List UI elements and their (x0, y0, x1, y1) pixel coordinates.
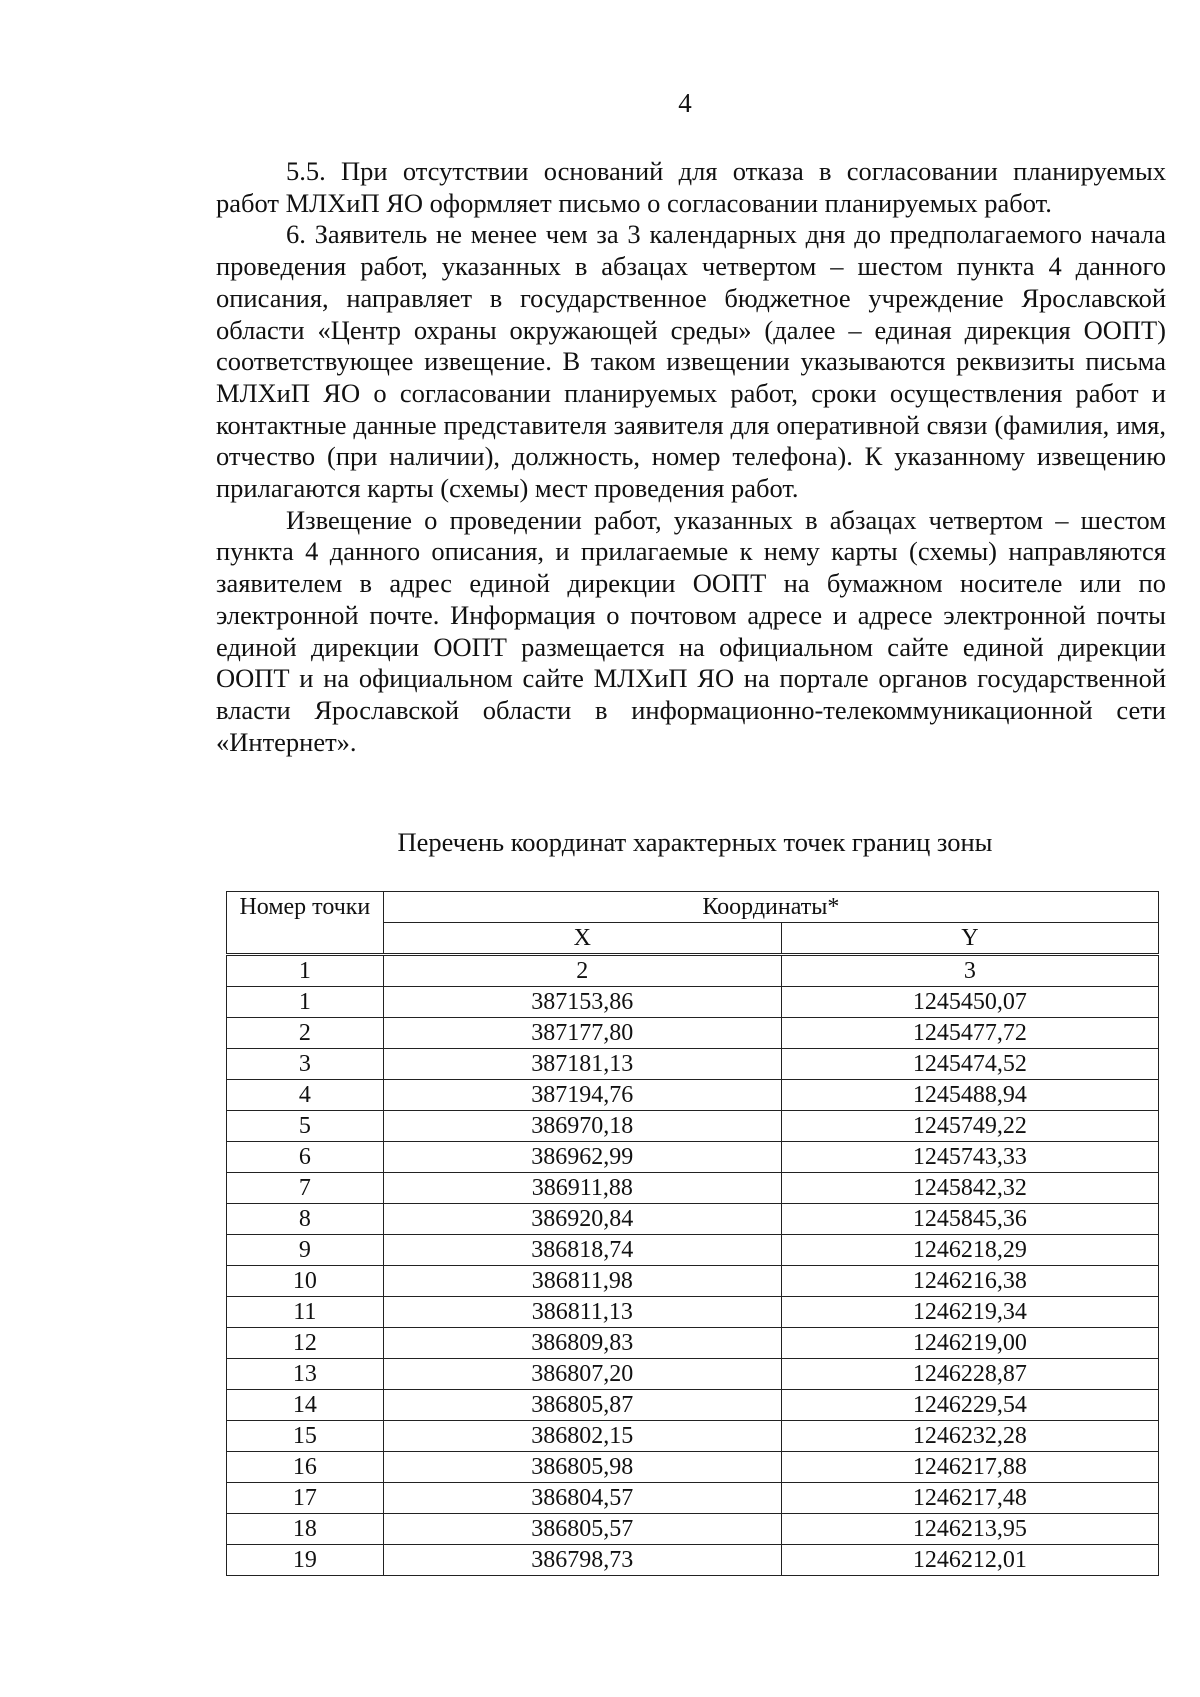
paragraph-5-5: 5.5. При отсутствии оснований для отказа в согласовании планируемых работ МЛХиП ЯО оформляет письмо о согласовании планируемых работ. (216, 156, 1166, 218)
table-row (227, 1204, 1159, 1235)
column-number: 2 (383, 955, 781, 987)
point-number-cell: 11 (227, 1297, 384, 1328)
table-row (227, 1173, 1159, 1204)
point-number-cell: 8 (227, 1204, 384, 1235)
y-coordinate-cell: 1245842,32 (781, 1173, 1158, 1204)
point-number-cell: 16 (227, 1452, 384, 1483)
table-row (227, 1514, 1159, 1545)
x-coordinate-cell: 386805,57 (383, 1514, 781, 1545)
table-row (227, 1359, 1159, 1390)
y-coordinate-cell: 1246229,54 (781, 1390, 1158, 1421)
paragraph-6: 6. Заявитель не менее чем за 3 календарных дня до предполагаемого начала проведения работ, указанных в абзацах четвертом – шестом пункта 4 данного описания, направляет в государственное бюджетное учреждение Ярославской области «Центр охраны окружающей среды» (далее – единая дирекция ООПТ) соответствующее извещение. В таком извещении указываются реквизиты письма МЛХиП ЯО о согласовании планируемых работ, сроки осуществления работ и контактные данные представителя заявителя для оперативной связи (фамилия, имя, отчество (при наличии), должность, номер телефона). К указанному извещению прилагаются карты (схемы) мест проведения работ. (216, 219, 1166, 504)
x-coordinate-cell: 386805,87 (383, 1390, 781, 1421)
x-coordinate-cell: 386920,84 (383, 1204, 781, 1235)
table-row (227, 1390, 1159, 1421)
x-coordinate-cell: 387177,80 (383, 1018, 781, 1049)
table-body (227, 955, 1159, 1576)
point-number-cell: 6 (227, 1142, 384, 1173)
table-row (227, 1142, 1159, 1173)
point-number-cell: 12 (227, 1328, 384, 1359)
header-coordinates: Координаты* (383, 892, 1158, 923)
y-coordinate-cell: 1245488,94 (781, 1080, 1158, 1111)
y-coordinate-cell: 1246232,28 (781, 1421, 1158, 1452)
point-number-cell: 19 (227, 1545, 384, 1576)
point-number-cell: 1 (227, 987, 384, 1018)
point-number-cell: 18 (227, 1514, 384, 1545)
x-coordinate-cell: 386807,20 (383, 1359, 781, 1390)
point-number-cell: 7 (227, 1173, 384, 1204)
point-number-cell: 9 (227, 1235, 384, 1266)
table-row (227, 987, 1159, 1018)
point-number-cell: 14 (227, 1390, 384, 1421)
table-row (227, 1545, 1159, 1576)
point-number-cell: 3 (227, 1049, 384, 1080)
x-coordinate-cell: 386798,73 (383, 1545, 781, 1576)
table-row (227, 1049, 1159, 1080)
y-coordinate-cell: 1245450,07 (781, 987, 1158, 1018)
x-coordinate-cell: 386818,74 (383, 1235, 781, 1266)
column-number: 3 (781, 955, 1158, 987)
y-coordinate-cell: 1245845,36 (781, 1204, 1158, 1235)
header-x: X (383, 923, 781, 955)
column-number-row (227, 955, 1159, 987)
body-text (216, 156, 1166, 758)
y-coordinate-cell: 1246216,38 (781, 1266, 1158, 1297)
paragraph-notice: Извещение о проведении работ, указанных в абзацах четвертом – шестом пункта 4 данного описания, и прилагаемые к нему карты (схемы) направляются заявителем в адрес единой дирекции ООПТ на бумажном носителе или по электронной почте. Информация о почтовом адресе и адресе электронной почты единой дирекции ООПТ размещается на официальном сайте единой дирекции ООПТ и на официальном сайте МЛХиП ЯО на портале органов государственной власти Ярославской области в информационно-телекоммуникационной сети «Интернет». (216, 504, 1166, 757)
point-number-cell: 17 (227, 1483, 384, 1514)
table-row (227, 1111, 1159, 1142)
y-coordinate-cell: 1246219,00 (781, 1328, 1158, 1359)
x-coordinate-cell: 386811,98 (383, 1266, 781, 1297)
table-row (227, 1483, 1159, 1514)
y-coordinate-cell: 1246228,87 (781, 1359, 1158, 1390)
y-coordinate-cell: 1246218,29 (781, 1235, 1158, 1266)
table-row (227, 1018, 1159, 1049)
y-coordinate-cell: 1245749,22 (781, 1111, 1158, 1142)
x-coordinate-cell: 386962,99 (383, 1142, 781, 1173)
x-coordinate-cell: 386809,83 (383, 1328, 781, 1359)
point-number-cell: 15 (227, 1421, 384, 1452)
y-coordinate-cell: 1245477,72 (781, 1018, 1158, 1049)
point-number-cell: 2 (227, 1018, 384, 1049)
y-coordinate-cell: 1246213,95 (781, 1514, 1158, 1545)
x-coordinate-cell: 386811,13 (383, 1297, 781, 1328)
y-coordinate-cell: 1245743,33 (781, 1142, 1158, 1173)
x-coordinate-cell: 387194,76 (383, 1080, 781, 1111)
x-coordinate-cell: 386911,88 (383, 1173, 781, 1204)
x-coordinate-cell: 386802,15 (383, 1421, 781, 1452)
table-row (227, 1452, 1159, 1483)
point-number-cell: 4 (227, 1080, 384, 1111)
y-coordinate-cell: 1246219,34 (781, 1297, 1158, 1328)
table-row (227, 1297, 1159, 1328)
x-coordinate-cell: 387181,13 (383, 1049, 781, 1080)
header-point-number: Номер точки (227, 892, 384, 955)
table-row (227, 1080, 1159, 1111)
y-coordinate-cell: 1246212,01 (781, 1545, 1158, 1576)
coordinates-table (226, 891, 1159, 1576)
point-number-cell: 5 (227, 1111, 384, 1142)
table-row (227, 1421, 1159, 1452)
x-coordinate-cell: 386805,98 (383, 1452, 781, 1483)
header-y: Y (781, 923, 1158, 955)
table-caption: Перечень координат характерных точек границ зоны (397, 827, 993, 857)
column-number: 1 (227, 955, 384, 987)
y-coordinate-cell: 1246217,48 (781, 1483, 1158, 1514)
x-coordinate-cell: 386970,18 (383, 1111, 781, 1142)
y-coordinate-cell: 1245474,52 (781, 1049, 1158, 1080)
table-row (227, 1235, 1159, 1266)
x-coordinate-cell: 386804,57 (383, 1483, 781, 1514)
x-coordinate-cell: 387153,86 (383, 987, 781, 1018)
point-number-cell: 13 (227, 1359, 384, 1390)
page-number: 4 (678, 88, 692, 118)
point-number-cell: 10 (227, 1266, 384, 1297)
table-row (227, 1328, 1159, 1359)
table-row (227, 1266, 1159, 1297)
y-coordinate-cell: 1246217,88 (781, 1452, 1158, 1483)
